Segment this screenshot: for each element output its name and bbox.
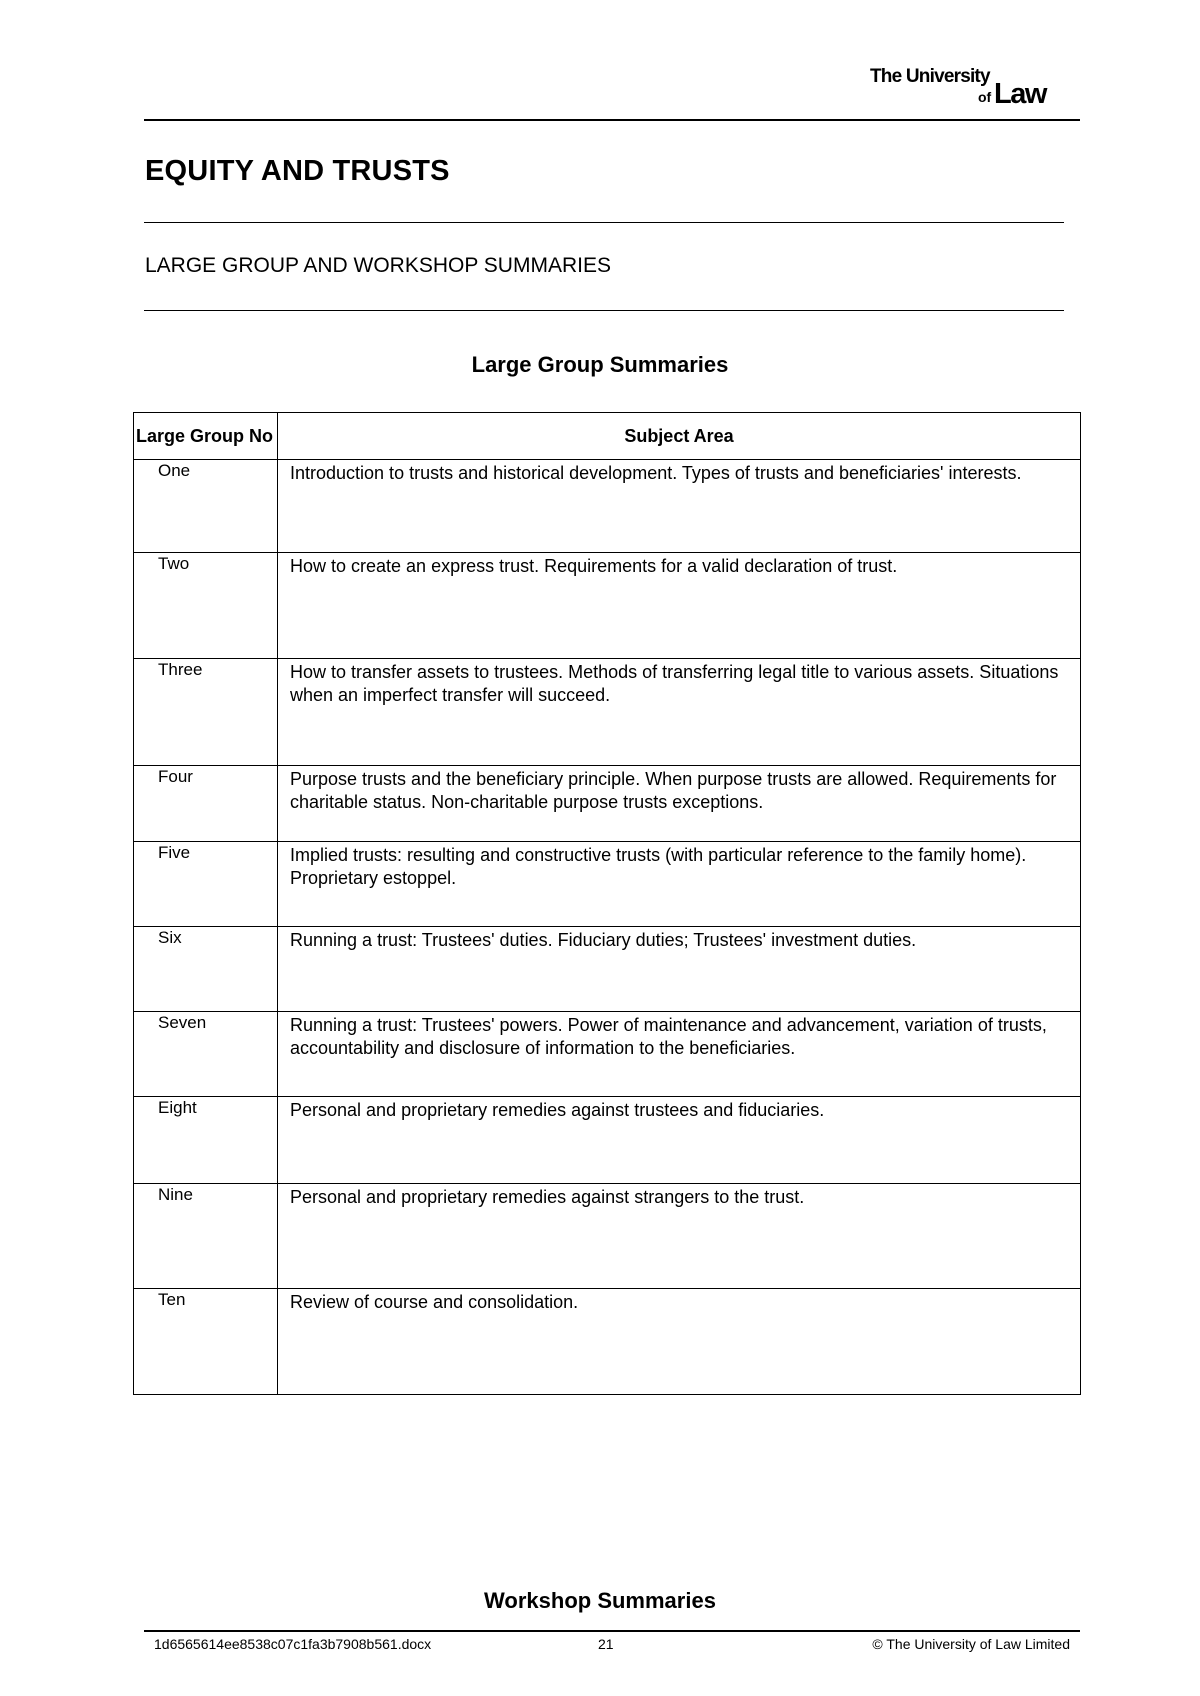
footer-copyright: © The University of Law Limited (872, 1636, 1070, 1652)
table-row (134, 460, 1081, 553)
table-row (134, 1012, 1081, 1097)
group-number: Nine (134, 1184, 278, 1289)
document-title: EQUITY AND TRUSTS (145, 155, 450, 187)
table-header-row (134, 413, 1081, 460)
group-number: One (134, 460, 278, 553)
workshop-heading: Workshop Summaries (484, 1588, 716, 1613)
group-number: Eight (134, 1097, 278, 1184)
subject-area: Running a trust: Trustees' duties. Fiduciary duties; Trustees' investment duties. (278, 927, 1081, 1012)
document-subtitle: LARGE GROUP AND WORKSHOP SUMMARIES (145, 254, 611, 277)
table-row (134, 927, 1081, 1012)
logo-of: of (978, 89, 992, 105)
subject-area: Review of course and consolidation. (278, 1289, 1081, 1395)
column-header-group-no: Large Group No (134, 413, 278, 460)
column-header-subject-area: Subject Area (278, 413, 1081, 460)
table-row (134, 1184, 1081, 1289)
subject-area: Purpose trusts and the beneficiary principle. When purpose trusts are allowed. Requirements for charitable status. Non-charitable purpose trusts exceptions. (278, 766, 1081, 842)
subject-area: Introduction to trusts and historical development. Types of trusts and beneficiaries' interests. (278, 460, 1081, 553)
group-number: Six (134, 927, 278, 1012)
table-row (134, 842, 1081, 927)
table-row (134, 1097, 1081, 1184)
footer-rule (144, 1630, 1080, 1632)
subject-area: Implied trusts: resulting and constructive trusts (with particular reference to the family home). Proprietary estoppel. (278, 842, 1081, 927)
table-row (134, 766, 1081, 842)
footer-filename: 1d6565614ee8538c07c1fa3b7908b561.docx (154, 1636, 432, 1652)
logo-law: Law (994, 78, 1046, 106)
group-number: Five (134, 842, 278, 927)
subtitle-divider (144, 310, 1064, 311)
page-number: 21 (598, 1636, 614, 1652)
subject-area: Personal and proprietary remedies against strangers to the trust. (278, 1184, 1081, 1289)
subject-area: Personal and proprietary remedies against trustees and fiduciaries. (278, 1097, 1081, 1184)
university-logo (870, 66, 1080, 106)
subject-area: How to transfer assets to trustees. Methods of transferring legal title to various assets. Situations when an imperfect transfer will succeed. (278, 659, 1081, 766)
large-group-table (133, 412, 1081, 1395)
table-row (134, 1289, 1081, 1395)
large-group-heading: Large Group Summaries (471, 352, 729, 377)
title-divider (144, 222, 1064, 223)
table-row (134, 553, 1081, 659)
group-number: Four (134, 766, 278, 842)
group-number: Three (134, 659, 278, 766)
subject-area: Running a trust: Trustees' powers. Power of maintenance and advancement, variation of trusts, accountability and disclosure of information to the beneficiaries. (278, 1012, 1081, 1097)
header-rule (144, 119, 1080, 121)
group-number: Ten (134, 1289, 278, 1395)
group-number: Two (134, 553, 278, 659)
subject-area: How to create an express trust. Requirements for a valid declaration of trust. (278, 553, 1081, 659)
logo-line1: The University (870, 66, 990, 87)
group-number: Seven (134, 1012, 278, 1097)
table-row (134, 659, 1081, 766)
